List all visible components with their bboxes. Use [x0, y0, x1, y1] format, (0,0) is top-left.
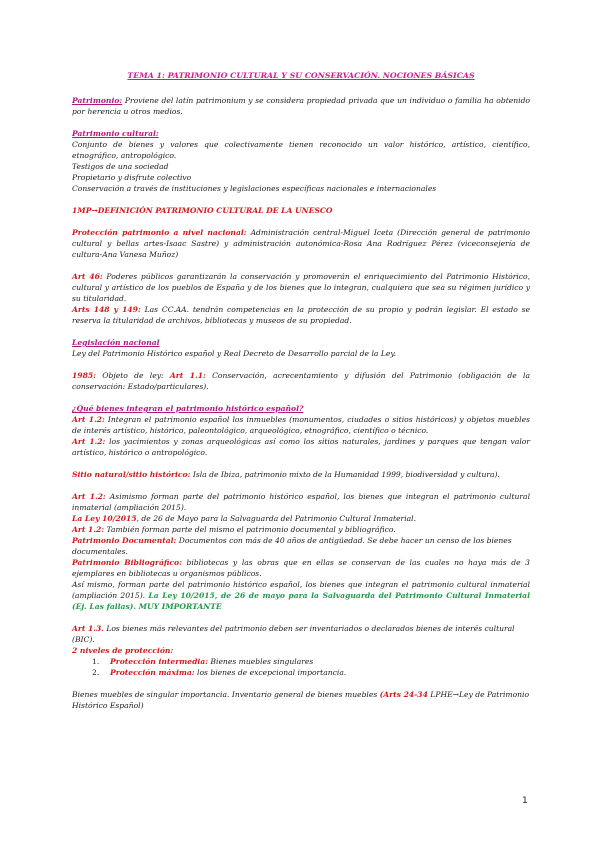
legislacion-text: Ley del Patrimonio Histórico español y Real Decreto de Desarrollo parcial de la Ley.	[72, 349, 397, 358]
term-text: Conservación, acrecentamiento y difusión del Patrimonio (obligación de la conservación: Estado/particulares).	[72, 371, 530, 391]
bienes-paragraph	[72, 414, 530, 436]
list-item: 2. Protección máxima: los bienes de excepcional importancia.	[92, 668, 347, 677]
term-label: Art 1.1:	[169, 371, 206, 380]
inmaterial-paragraph	[72, 491, 530, 513]
term-text: Los bienes más relevantes del patrimonio deben ser inventariados o declarados bienes de interés cultural (BIC).	[72, 624, 515, 644]
niveles-list	[72, 656, 530, 678]
term-label: Patrimonio Documental:	[72, 536, 177, 545]
term-text: Documentos con más de 40 años de antigüedad. Se debe hacer un censo de los bienes documentales.	[72, 536, 512, 556]
term-label: Arts 148 y 149:	[72, 305, 141, 314]
term-text: Las CC.AA. tendrán competencias en la protección de su propio y podrán legislar. El estado se reserva la titularidad de archivos, bibliotecas y museos de su propiedad.	[72, 305, 530, 325]
document-body	[72, 70, 530, 711]
term-text: Asimismo forman parte del patrimonio histórico español, los bienes que integran el patrimonio cultural inmaterial (ampliación 2015).	[72, 492, 530, 512]
cultural-line: Conjunto de bienes y valores que colectivamente tienen reconocido un valor histórico, artístico, científico, etnográfico, antropológico.	[72, 140, 530, 160]
term-label: Art 1.2:	[72, 415, 105, 424]
singular-paragraph	[72, 689, 530, 711]
term-label: Patrimonio Bibliográfico:	[72, 558, 182, 567]
proteccion-paragraph	[72, 227, 530, 260]
term-label: Protección patrimonio a nivel nacional:	[72, 228, 247, 237]
term-label: 1985:	[72, 371, 96, 380]
term-text: , de 26 de Mayo para la Salvaguarda del Patrimonio Cultural Inmaterial.	[136, 514, 416, 523]
term-label: Sitio natural/sitio histórico:	[72, 470, 191, 479]
ampliacion-paragraph	[72, 579, 530, 612]
documental-bibliografico-paragraph	[72, 524, 530, 535]
term-text: Bienes muebles de singular importancia. Inventario general de bienes muebles	[72, 690, 380, 699]
ley1985-paragraph	[72, 370, 530, 392]
sitio-paragraph	[72, 469, 530, 480]
term-text: Objeto de ley:	[95, 371, 170, 380]
term-label: Art 1.2:	[72, 492, 106, 501]
list-item: 1. Protección intermedia: Bienes muebles singulares	[92, 657, 314, 666]
term-text: También forman parte del mismo el patrimonio documental y bibliográfico.	[104, 525, 396, 534]
bienes-heading: ¿Qué bienes integran el patrimonio histórico español?	[72, 404, 304, 413]
art148-paragraph	[72, 304, 530, 326]
term-label: (Arts 24-34	[379, 690, 428, 699]
documental-paragraph	[72, 535, 530, 557]
art46-paragraph	[72, 271, 530, 304]
art13-paragraph	[72, 623, 530, 645]
page-number: 1	[522, 796, 528, 806]
term-text: Integran el patrimonio español los inmuebles (monumentos, ciudades o sitios históricos) y objetos muebles de interés artístico, histórico, paleontológico, arqueológico, etnográfico, científico o técnico.	[72, 415, 530, 435]
niveles-heading: 2 niveles de protección:	[72, 646, 174, 655]
term-label: Art 46:	[72, 272, 103, 281]
patrimonio-definition	[72, 95, 530, 117]
legislacion-heading: Legislación nacional	[72, 338, 160, 347]
term-label: Art 1.2:	[72, 437, 106, 446]
bienes-paragraph	[72, 436, 530, 458]
term-label: Art 1.3.	[72, 624, 104, 633]
bibliografico-paragraph	[72, 557, 530, 579]
document-title: TEMA 1: PATRIMONIO CULTURAL Y SU CONSERVACIÓN. NOCIONES BÁSICAS	[127, 71, 475, 80]
cultural-heading: Patrimonio cultural:	[72, 129, 159, 138]
term-text: Poderes públicos garantizarán la conservación y promoverán el enriquecimiento del Patrimonio Histórico, cultural y artístico de los pueblos de España y de los bienes que lo integran, cualquiera que sea su régimen jurídico y su titularidad.	[72, 272, 530, 303]
term-label: Patrimonio:	[72, 96, 123, 105]
important-note: La Ley 10/2015, de 26 de mayo para la Salvaguarda del Patrimonio Cultural Inmaterial (Ej. Las fallas). MUY IMPORTANTE	[72, 591, 530, 611]
unesco-heading: 1MP→DEFINICIÓN PATRIMONIO CULTURAL DE LA UNESCO	[72, 206, 333, 215]
term-text: bibliotecas y las obras que en ellas se conservan de las cuales no haya más de 3 ejemplares en bibliotecas u organismos públicos.	[72, 558, 530, 578]
term-text: Proviene del latín patrimonium y se considera propiedad privada que un individuo o familia ha obtenido por herencia u otros medios.	[72, 96, 530, 116]
cultural-line: Propietario y disfrute colectivo	[72, 173, 192, 182]
term-text: los yacimientos y zonas arqueológicas así como los sitios naturales, jardines y parques que tengan valor artístico, histórico o antropológico.	[72, 437, 530, 457]
cultural-line: Testigos de una sociedad	[72, 162, 169, 171]
term-text: Isla de Ibiza, patrimonio mixto de la Humanidad 1999, biodiversidad y cultura).	[190, 470, 500, 479]
term-text: Así mismo, forman parte del patrimonio histórico español, los bienes que integran el patrimonio cultural inmaterial (ampliación 2015).	[72, 580, 530, 600]
term-label: La Ley 10/2015	[72, 514, 137, 523]
term-text: LPHE→Ley de Patrimonio Histórico Español)	[72, 690, 530, 710]
ley-paragraph	[72, 513, 530, 524]
term-label: Art 1.2:	[72, 525, 105, 534]
cultural-line: Conservación a través de instituciones y legislaciones específicas nacionales e internacionales	[72, 184, 437, 193]
term-text: Administración central-Miguel Iceta (Dirección general de patrimonio cultural y bellas artes-Isaac Sastre) y administración autonómica-Rosa Ana Rodríguez Pérez (viceconsejería de cultura-Ana Vanesa Muñoz)	[72, 228, 530, 259]
